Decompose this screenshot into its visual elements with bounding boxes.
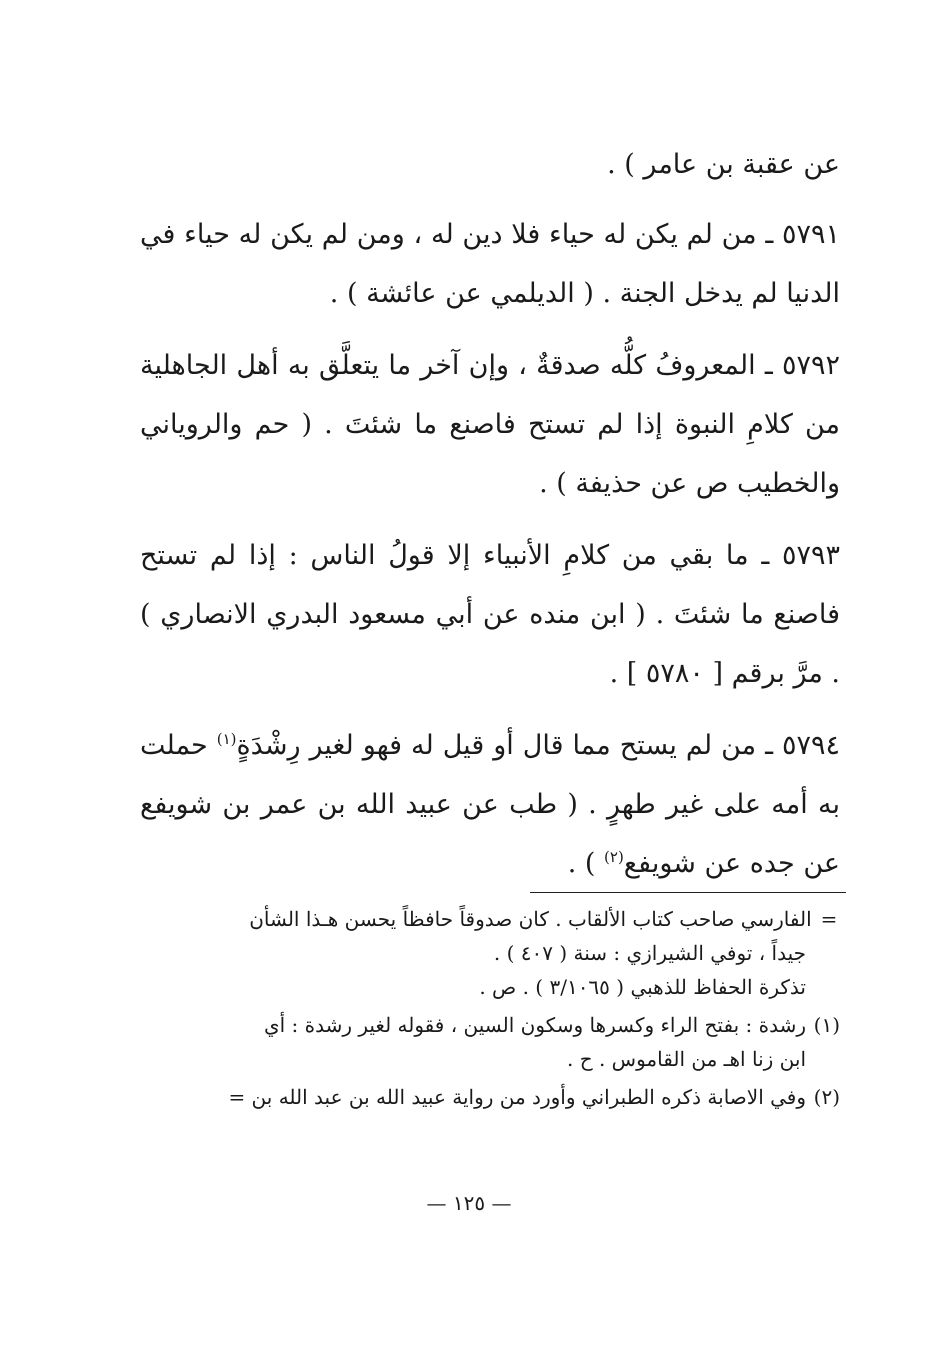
footnote-continuation-line: جيداً ، توفي الشيرازي : سنة ( ٤٠٧ ) . <box>493 941 806 965</box>
hadith-5793: ٥٧٩٣ ـ ما بقي من كلامِ الأنبياء إلا قولُ الناس : إذا لم تستح فاصنع ما شئتَ . ( ابن منده عن أبي مسعود البدري الانصاري ) . مرَّ برقم [ ٥٧٨٠ ] . <box>140 540 840 689</box>
hadith-5791: ٥٧٩١ ـ من لم يكن له حياء فلا دين له ، ومن لم يكن له حياء في الدنيا لم يدخل الجنة . ( الديلمي عن عائشة ) . <box>140 219 840 309</box>
footnote-marker-1: (١) <box>216 730 237 748</box>
footnote-continuation <box>140 902 840 1004</box>
footnote-1-line: (١)رشدة : بفتح الراء وكسرها وسكون السين ، فقوله لغير رشدة : أي <box>140 1008 840 1042</box>
hadith-5792: ٥٧٩٢ ـ المعروفُ كلُّه صدقةٌ ، وإن آخر ما يتعلَّق به أهل الجاهلية من كلامِ النبوة إذا لم تستح فاصنع ما شئتَ . ( حم والروياني والخطيب ص عن حذيفة ) . <box>140 350 840 499</box>
footnote-2 <box>140 1080 840 1114</box>
footnote-continuation-line: = الفارسي صاحب كتاب الألقاب . كان صدوقاً حافظاً يحسن هـذا الشأن <box>140 902 840 936</box>
hadith-5794-text-end: ) . <box>567 848 605 879</box>
footnotes <box>140 902 840 1118</box>
footnote-divider <box>530 892 846 893</box>
footnote-1-number: (١) <box>813 1013 840 1037</box>
footnote-continuation-line: تذكرة الحفاظ للذهبي ( ٣/١٠٦٥ ) . ص . <box>479 975 806 999</box>
paragraph-continuation: عن عقبة بن عامر ) . <box>607 149 840 180</box>
page-number: — ١٢٥ — <box>426 1191 512 1215</box>
footnote-1 <box>140 1008 840 1076</box>
hadith-5794-text-b: حملت به أمه على غير طهرٍ . ( طب عن عبيد الله بن عمر بن شويفع عن جده عن شويفع <box>140 730 840 879</box>
footnote-2-number: (٢) <box>813 1085 840 1109</box>
main-text <box>140 135 840 906</box>
hadith-5794-text-a: ٥٧٩٤ ـ من لم يستح مما قال أو قيل له فهو لغير رِشْدَةٍ <box>236 730 840 761</box>
footnote-2-line: (٢)وفي الاصابة ذكره الطبراني وأورد من رواية عبيد الله بن عبد الله بن = <box>140 1080 840 1114</box>
footnote-marker-2: (٢) <box>604 848 624 866</box>
footnote-1-line: ابن زنا اهـ من القاموس . ح . <box>566 1047 806 1071</box>
continuation-mark: = <box>820 907 838 931</box>
hadith-5794 <box>140 716 840 893</box>
